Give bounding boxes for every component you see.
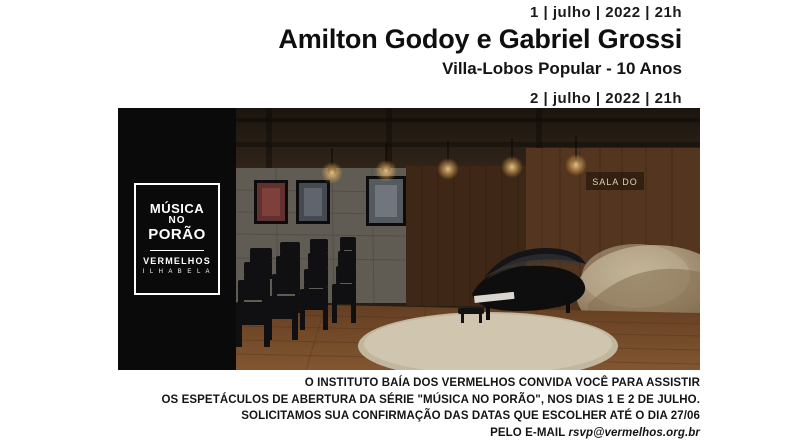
venue-photo <box>236 108 700 370</box>
event-artist-1: Amilton Godoy e Gabriel Grossi <box>278 23 682 54</box>
footer-line-1: O INSTITUTO BAÍA DOS VERMELHOS CONVIDA VOCÊ PARA ASSISTIR <box>304 377 700 389</box>
logo-panel <box>118 108 236 370</box>
event-subtitle-1: Villa-Lobos Popular - 10 Anos <box>442 58 682 78</box>
rsvp-email[interactable]: rsvp@vermelhos.org.br <box>568 427 700 440</box>
venue-photo-illustration <box>236 108 700 370</box>
footer-email-prefix: PELO E-MAIL <box>490 427 569 440</box>
poster-footer <box>0 375 800 442</box>
footer-line-4 <box>0 425 700 442</box>
wall-sign-text: SALA DO <box>592 177 638 187</box>
logo-line-musica: MÚSICA <box>149 200 205 216</box>
footer-line-2: OS ESPETÁCULOS DE ABERTURA DA SÉRIE "MÚSICA NO PORÃO", NOS DIAS 1 E 2 DE JULHO. <box>161 393 700 406</box>
event-block-1 <box>0 4 682 80</box>
logo-line-porao: PORÃO <box>148 226 206 244</box>
logo-brand-vermelhos: VERMELHOS <box>143 256 211 267</box>
poster-image-area <box>118 108 700 370</box>
brand-logo <box>134 183 220 295</box>
logo-line-no: NO <box>168 215 186 227</box>
event-date-1: 1 | julho | 2022 | 21h <box>530 4 682 21</box>
footer-line-3: SOLICITAMOS SUA CONFIRMAÇÃO DAS DATAS QUE ESCOLHER ATÉ O DIA 27/06 <box>241 410 700 423</box>
logo-location-ilhabela: I L H A B E L A <box>142 269 212 276</box>
event-date-2: 2 | julho | 2022 | 21h <box>530 89 682 107</box>
logo-divider <box>150 250 204 251</box>
